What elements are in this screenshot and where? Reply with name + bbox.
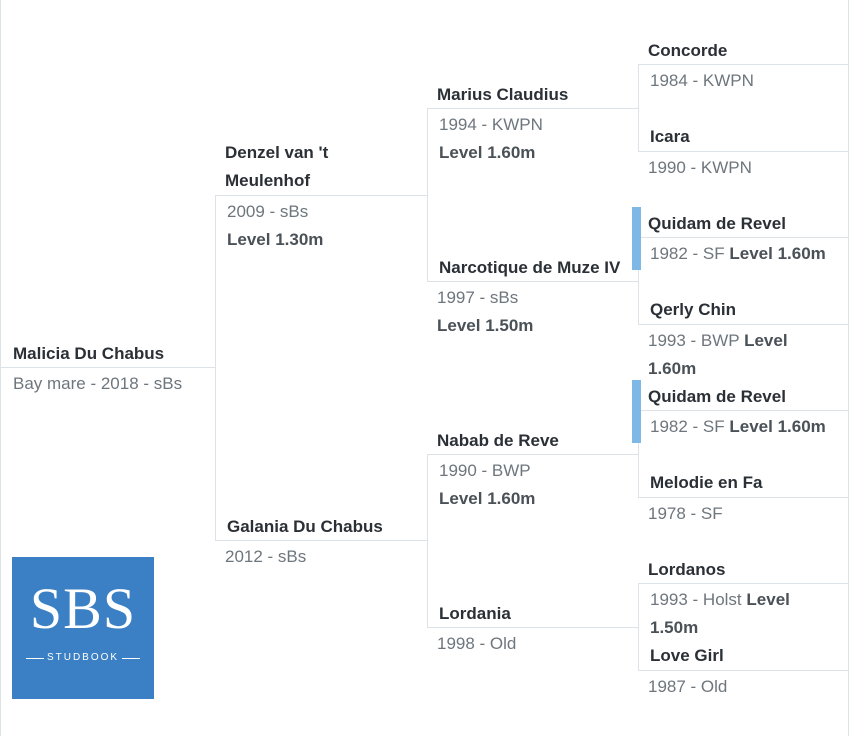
gen3-level-3: Level 1.60m [729,244,826,263]
connector-line [638,583,639,670]
logo-subtext [12,649,154,667]
gen3-detail-7 [650,586,790,614]
gen3-detail-8: 1987 - Old [648,677,728,696]
logo-subtext-label: STUDBOOK [44,652,122,663]
sbs-studbook-logo [12,557,154,699]
gen3-detail-7-text: 1993 - Holst [650,590,742,609]
connector-line [638,64,639,151]
gen3-level-7-value: 1.50m [650,618,699,637]
gen3-name-7[interactable]: Lordanos [648,560,726,579]
gen3-level-5: Level 1.60m [729,417,826,436]
gen3-name-6[interactable]: Melodie en Fa [650,473,763,492]
gen3-detail-3-text: 1982 - SF [650,244,725,263]
gen3-name-2[interactable]: Icara [650,127,690,146]
connector-line [638,324,848,325]
logo-text: SBS [29,576,137,641]
gen3-detail-5-text: 1982 - SF [650,417,725,436]
horse-detail: Bay mare - 2018 - sBs [13,374,183,393]
connector-line [215,195,428,196]
sire-dam-detail: 1997 - sBs [437,288,519,307]
connector-line [427,454,428,628]
gen3-level-4-value: 1.60m [648,359,697,378]
sire-dam-level: Level 1.50m [437,316,534,335]
gen3-detail-2: 1990 - KWPN [648,158,752,177]
gen3-name-1[interactable]: Concorde [648,41,728,60]
highlight-accent-bar [632,380,641,443]
gen3-level-4-label: Level [744,331,788,350]
sire-sire-level: Level 1.60m [439,143,536,162]
dam-sire-level: Level 1.60m [439,489,536,508]
connector-line [638,497,848,498]
gen3-detail-1: 1984 - KWPN [650,71,754,90]
sire-name-line2[interactable]: Meulenhof [225,171,310,190]
sire-detail: 2009 - sBs [227,202,309,221]
sire-sire-name[interactable]: Marius Claudius [437,85,569,104]
dam-sire-detail: 1990 - BWP [439,461,531,480]
gen3-detail-6: 1978 - SF [648,504,723,523]
gen3-name-3[interactable]: Quidam de Revel [648,214,786,233]
sire-name-line1[interactable]: Denzel van 't [225,143,329,162]
highlight-accent-bar [632,207,641,270]
connector-line [215,195,216,541]
gen3-level-7-label: Level [746,590,790,609]
gen3-name-8[interactable]: Love Girl [650,646,724,665]
connector-line [638,151,848,152]
dam-dam-detail: 1998 - Old [437,634,517,653]
gen3-detail-4 [648,327,788,355]
sire-sire-detail: 1994 - KWPN [439,115,543,134]
horse-name[interactable]: Malicia Du Chabus [13,344,165,363]
frame-right-border [848,0,849,736]
gen3-name-5[interactable]: Quidam de Revel [648,387,786,406]
sire-dam-name[interactable]: Narcotique de Muze IV [439,258,621,277]
frame-left-border [0,0,1,736]
gen3-detail-4-text: 1993 - BWP [648,331,740,350]
dam-detail: 2012 - sBs [225,547,307,566]
dam-sire-name[interactable]: Nabab de Reve [437,431,559,450]
sire-level: Level 1.30m [227,230,324,249]
connector-line [638,670,848,671]
gen3-detail-5 [650,413,826,441]
gen3-name-4[interactable]: Qerly Chin [650,300,736,319]
dam-name[interactable]: Galania Du Chabus [227,517,383,536]
gen3-detail-3 [650,240,826,268]
dam-dam-name[interactable]: Lordania [439,604,511,623]
connector-line [427,108,428,282]
